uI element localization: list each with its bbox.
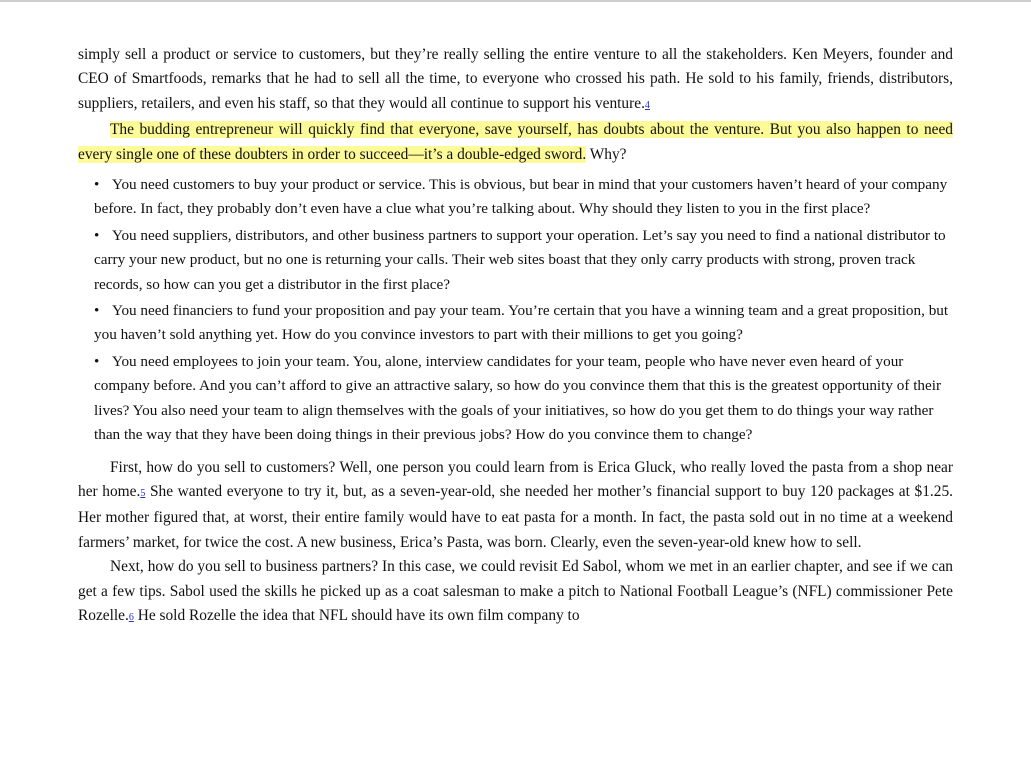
list-item-text: You need employees to join your team. You, alone, interview candidates for your team, people who have never even heard of your company before. And you can’t afford to give an attractive salary, so how do you convince them that this is the greatest opportunity of their lives? You also need your team to align themselves with the goals of your initiatives, so how do you get them to do things your way rather than the way that they have been doing things in their previous jobs? How do you convince them to change? [94, 352, 942, 444]
list-item-text: You need customers to buy your product or service. This is obvious, but bear in mind that your customers haven’t heard of your company before. In fact, they probably don’t even have a clue what you’re talking about. Why should they listen to you in the first place? [94, 176, 948, 218]
highlighted-passage[interactable]: The budding entrepreneur will quickly find that everyone, save yourself, has doubts about the venture. But you also happen to need every single one of these doubters in order to succeed—it’s a double-edged sword. [78, 121, 953, 163]
list-item [94, 224, 954, 297]
paragraph-3-before: First, how do you sell to customers? Well, one person you could learn from is Erica Gluck, who really loved the pasta from a shop near her home. [78, 458, 953, 500]
paragraph-1 [78, 43, 953, 118]
page-top-border [0, 0, 1031, 2]
paragraph-4-after: He sold Rozelle the idea that NFL should have its own film company to [133, 606, 580, 624]
paragraph-2-tail: Why? [586, 145, 627, 163]
list-item-text: You need financiers to fund your proposition and pay your team. You’re certain that you have a winning team and a great proposition, but you haven’t sold anything yet. How do you convince investors to part with their millions to get you going? [94, 302, 949, 344]
footnote-link-6[interactable]: 6 [128, 611, 134, 623]
paragraph-3-after: She wanted everyone to try it, but, as a seven-year-old, she needed her mother’s financial support to buy 120 packages at $1.25. Her mother figured that, at worst, their entire family would have to eat pasta for a month. In fact, the pasta sold out in no time at a weekend farmers’ market, for twice the cost. A new business, Erica’s Pasta, was born. Clearly, even the seven-year-old knew how to sell. [78, 482, 953, 551]
footnote-link-4[interactable]: 4 [644, 99, 650, 111]
bullet-icon: • [94, 176, 100, 194]
paragraph-3 [78, 456, 953, 556]
list-item-text: You need suppliers, distributors, and other business partners to support your operation. Let’s say you need to find a national distributor to carry your new product, but no one is returning your calls. Their web sites boast that they only carry products with strong, proven track records, so how can you get a distributor in the first place? [94, 226, 946, 293]
paragraph-1-text: simply sell a product or service to customers, but they’re really selling the entire venture to all the stakeholders. Ken Meyers, founder and CEO of Smartfoods, remarks that he had to sell all the time, to everyone who crossed his path. He sold to his family, friends, distributors, suppliers, retailers, and even his staff, so that they would all continue to support his venture. [78, 46, 953, 112]
list-item [94, 299, 954, 348]
bullet-icon: • [94, 352, 100, 370]
list-item [94, 173, 954, 222]
paragraph-4-before: Next, how do you sell to business partners? In this case, we could revisit Ed Sabol, whom we met in an earlier chapter, and see if we can get a few tips. Sabol used the skills he picked up as a coat salesman to make a pitch to National Football League’s (NFL) commissioner Pete Rozelle. [78, 558, 953, 624]
document-page [78, 43, 953, 630]
paragraph-2 [78, 118, 953, 167]
list-item [94, 350, 954, 448]
footnote-link-5[interactable]: 5 [140, 487, 146, 499]
bullet-icon: • [94, 226, 100, 244]
bullet-icon: • [94, 302, 100, 320]
paragraph-4 [78, 555, 953, 630]
bullet-list [94, 173, 954, 447]
